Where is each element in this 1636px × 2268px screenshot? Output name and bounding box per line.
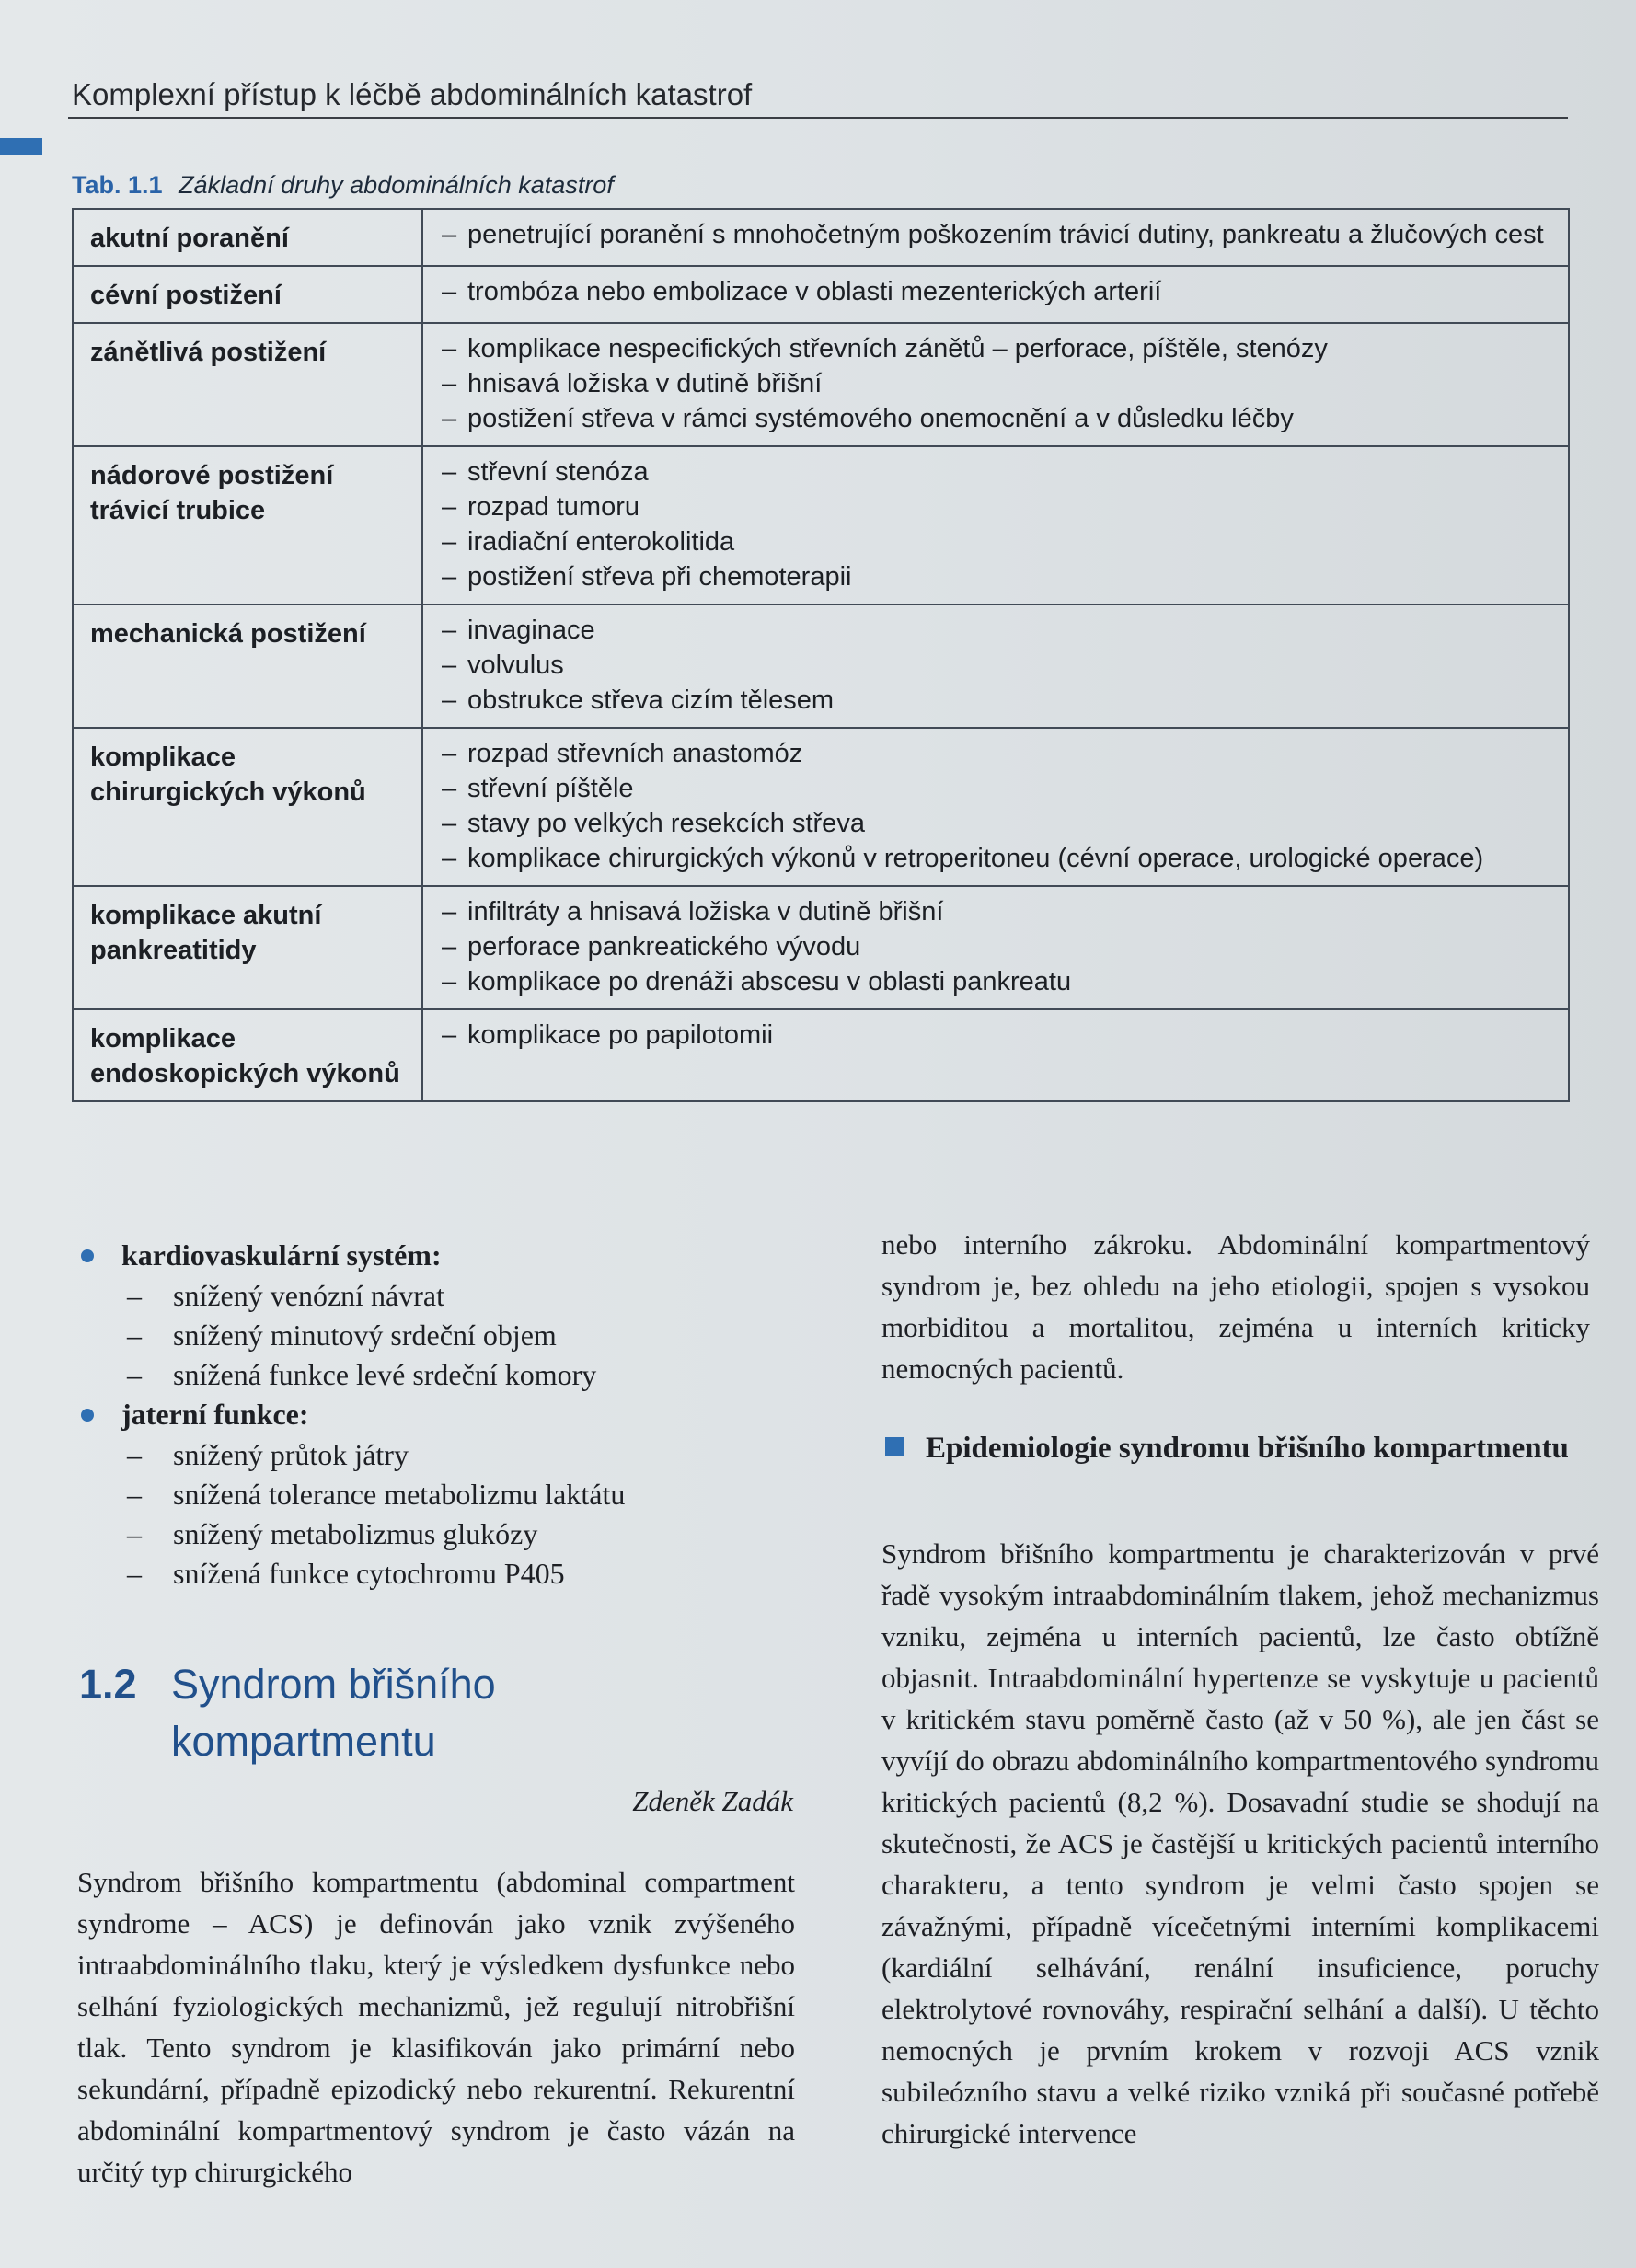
- table-category: zánětlivá postižení: [73, 323, 422, 446]
- table-row: [73, 266, 1569, 323]
- table-item-text: komplikace nespecifických střevních zánětů – perforace, píštěle, stenózy: [467, 334, 1328, 363]
- subheading-epidemiology: [885, 1428, 1584, 1468]
- epidemiology-paragraph: Syndrom břišního kompartmentu je charakterizován v prvé řadě vysokým intraabdominálním tlakem, jehož mechanizmus vzniku, zejména u interních pacientů, lze často obtížně objasnit. Intraabdominální hypertenze se vyskytuje u pacientů v kritickém stavu poměrně často (až v 50 %), ale jen část se vyvíjí do obrazu abdominálního kompartmentového syndromu kritických pacientů (8,2 %). Dosavadní studie se shodují na skutečnosti, že ACS je častější u kritických pacientů interního charakteru, a tento syndrom je velmi často spojen se závažnými, případně vícečetnými interními komplikacemi (kardiální selhávání, renální insuficience, poruchy elektrolytové rovnováhy, respirační selhání a další). U těchto nemocných je prvním krokem v rozvoji ACS vznik subileózního stavu a velké riziko vzniká při současné potřebě chirurgické intervence: [881, 1537, 1599, 2149]
- section-title-line1: Syndrom břišního: [171, 1661, 496, 1708]
- table-category: komplikace chirurgických výkonů: [73, 728, 422, 886]
- table-item: – postižení střeva při chemoterapii: [442, 559, 1555, 594]
- bullet-dot-icon: [81, 1249, 94, 1262]
- bullet-subitem-text: snížený venózní návrat: [173, 1279, 444, 1312]
- table-items: [422, 1009, 1569, 1101]
- table-item: – komplikace po papilotomii: [442, 1018, 1555, 1053]
- table-title: Základní druhy abdominálních katastrof: [179, 171, 614, 199]
- bullet-list: [75, 1238, 802, 1596]
- table-items: [422, 209, 1569, 266]
- table-item-text: perforace pankreatického vývodu: [467, 932, 861, 961]
- table-item-text: penetrující poranění s mnohočetným poškozením trávicí dutiny, pankreatu a žlučových cest: [467, 220, 1544, 249]
- table-row: [73, 604, 1569, 728]
- table-item: – rozpad střevních anastomóz: [442, 736, 1555, 771]
- bullet-subitem-text: snížený metabolizmus glukózy: [173, 1517, 538, 1550]
- table-item-text: komplikace chirurgických výkonů v retroperitoneu (cévní operace, urologické operace): [467, 844, 1484, 873]
- table-category: nádorové postižení trávicí trubice: [73, 446, 422, 604]
- table-items: [422, 728, 1569, 886]
- table-row: [73, 446, 1569, 604]
- square-bullet-icon: [885, 1437, 904, 1456]
- table-item: – střevní píštěle: [442, 771, 1555, 806]
- table-item: – stavy po velkých resekcích střeva: [442, 806, 1555, 841]
- bullet-subitem-text: snížená funkce cytochromu P405: [173, 1557, 565, 1590]
- bullet-label: kardiovaskulární systém:: [121, 1238, 442, 1272]
- bullet-item: [75, 1238, 802, 1279]
- bullet-subitem: – snížený průtok játry: [75, 1438, 802, 1478]
- subheading-text: Epidemiologie syndromu břišního kompartmentu: [926, 1432, 1569, 1465]
- table-item-text: komplikace po papilotomii: [467, 1020, 774, 1050]
- bullet-item: [75, 1398, 802, 1438]
- bullet-dot-icon: [81, 1409, 94, 1422]
- table-item: – obstrukce střeva cizím tělesem: [442, 683, 1555, 718]
- table-item-text: střevní stenóza: [467, 457, 649, 487]
- bullet-subitem: – snížená funkce cytochromu P405: [75, 1557, 802, 1596]
- header-rule: [68, 117, 1568, 119]
- table-item-text: volvulus: [467, 650, 564, 680]
- table-item: – postižení střeva v rámci systémového onemocnění a v důsledku léčby: [442, 401, 1555, 436]
- bullet-subitem: – snížená funkce levé srdeční komory: [75, 1358, 802, 1398]
- table-item-text: postižení střeva v rámci systémového onemocnění a v důsledku léčby: [467, 404, 1294, 433]
- table-item: – volvulus: [442, 648, 1555, 683]
- table-item-text: stavy po velkých resekcích střeva: [467, 809, 865, 838]
- table-item: – perforace pankreatického vývodu: [442, 929, 1555, 964]
- table-item: – komplikace po drenáži abscesu v oblasti pankreatu: [442, 964, 1555, 999]
- section-number: 1.2: [79, 1661, 137, 1708]
- table-item: – trombóza nebo embolizace v oblasti mezenterických arterií: [442, 274, 1555, 309]
- chapter-tab-marker: [0, 138, 42, 155]
- table-item-text: komplikace po drenáži abscesu v oblasti pankreatu: [467, 967, 1072, 996]
- bullet-label: jaterní funkce:: [121, 1398, 309, 1431]
- table-category: mechanická postižení: [73, 604, 422, 728]
- bullet-subitem: – snížená tolerance metabolizmu laktátu: [75, 1478, 802, 1517]
- table-items: [422, 886, 1569, 1009]
- table-item-text: trombóza nebo embolizace v oblasti mezenterických arterií: [467, 277, 1162, 306]
- bullet-subitem-text: snížená funkce levé srdeční komory: [173, 1358, 597, 1391]
- table-row: [73, 209, 1569, 266]
- table-item-text: postižení střeva při chemoterapii: [467, 562, 852, 592]
- table-item: – penetrující poranění s mnohočetným poškozením trávicí dutiny, pankreatu a žlučových cest: [442, 217, 1555, 252]
- table-item: – rozpad tumoru: [442, 489, 1555, 524]
- table-item-text: obstrukce střeva cizím tělesem: [467, 685, 835, 715]
- catastrophe-types-table: [72, 208, 1570, 1102]
- table-item-text: infiltráty a hnisavá ložiska v dutině břišní: [467, 897, 944, 927]
- table-item: – hnisavá ložiska v dutině břišní: [442, 366, 1555, 401]
- table-item: – infiltráty a hnisavá ložiska v dutině břišní: [442, 894, 1555, 929]
- table-caption: [72, 171, 614, 200]
- author: Zdeněk Zadák: [632, 1785, 793, 1817]
- table-items: [422, 323, 1569, 446]
- table-number: Tab. 1.1: [72, 171, 163, 199]
- table-category: komplikace endoskopických výkonů: [73, 1009, 422, 1101]
- bullet-subitem-text: snížený průtok játry: [173, 1438, 409, 1471]
- bullet-subitem: – snížený minutový srdeční objem: [75, 1318, 802, 1358]
- table-item-text: iradiační enterokolitida: [467, 527, 735, 557]
- table-item: – střevní stenóza: [442, 455, 1555, 489]
- table-row: [73, 728, 1569, 886]
- section-heading: [79, 1656, 778, 1770]
- bullet-subitem-text: snížený minutový srdeční objem: [173, 1318, 557, 1352]
- table-item: – komplikace nespecifických střevních zánětů – perforace, píštěle, stenózy: [442, 331, 1555, 366]
- table-items: [422, 266, 1569, 323]
- table-row: [73, 1009, 1569, 1101]
- continuation-paragraph: nebo interního zákroku. Abdominální kompartmentový syndrom je, bez ohledu na jeho etiologii, spojen s vysokou morbiditou a mortalitou, zejména u interních kriticky nemocných pacientů.: [881, 1228, 1590, 1385]
- table-category: akutní poranění: [73, 209, 422, 266]
- table-items: [422, 446, 1569, 604]
- table-item-text: rozpad tumoru: [467, 492, 639, 522]
- table-item-text: invaginace: [467, 616, 595, 645]
- table-item: – invaginace: [442, 613, 1555, 648]
- bullet-subitem: – snížený metabolizmus glukózy: [75, 1517, 802, 1557]
- table-item: – komplikace chirurgických výkonů v retroperitoneu (cévní operace, urologické operace): [442, 841, 1555, 876]
- running-head: Komplexní přístup k léčbě abdominálních katastrof: [72, 77, 753, 111]
- bullet-subitem: – snížený venózní návrat: [75, 1279, 802, 1318]
- section-title-line2: kompartmentu: [171, 1718, 436, 1765]
- section-paragraph: Syndrom břišního kompartmentu (abdominal compartment syndrome – ACS) je definován jako vznik zvýšeného intraabdominálního tlaku, který je výsledkem dysfunkce nebo selhání fyziologických mechanizmů, jež regulují nitrobřišní tlak. Tento syndrom je klasifikován jako primární nebo sekundární, případně epizodický nebo rekurentní. Rekurentní abdominální kompartmentový syndrom je často vázán na určitý typ chirurgického: [77, 1866, 795, 2188]
- table-row: [73, 886, 1569, 1009]
- table-items: [422, 604, 1569, 728]
- bullet-subitem-text: snížená tolerance metabolizmu laktátu: [173, 1478, 626, 1511]
- table-item: – iradiační enterokolitida: [442, 524, 1555, 559]
- table-item-text: hnisavá ložiska v dutině břišní: [467, 369, 823, 398]
- table-row: [73, 323, 1569, 446]
- table-category: komplikace akutní pankreatitidy: [73, 886, 422, 1009]
- table-item-text: rozpad střevních anastomóz: [467, 739, 803, 768]
- table-category: cévní postižení: [73, 266, 422, 323]
- table-item-text: střevní píštěle: [467, 774, 634, 803]
